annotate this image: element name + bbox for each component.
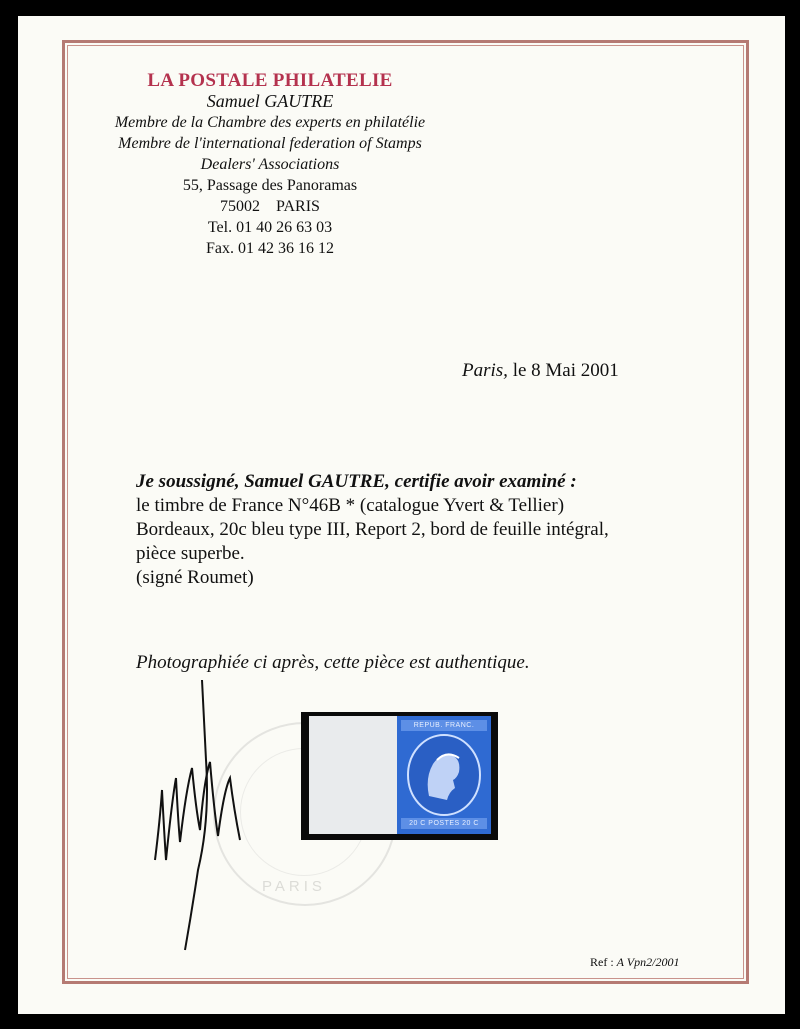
address: 55, Passage des Panoramas	[182, 177, 358, 194]
stamp-photo	[301, 712, 498, 840]
date-value: le 8 Mai 2001	[507, 360, 619, 381]
date-place: Paris,	[462, 360, 508, 381]
ref-label: Ref :	[590, 955, 617, 969]
letterhead	[80, 70, 460, 259]
stamp-top-text: REPUB. FRANC.	[401, 720, 487, 731]
brand-title: LA POSTALE PHILATELIE	[147, 70, 393, 91]
expert-name: Samuel GAUTRE	[206, 91, 334, 111]
stamp-bottom-text: 20 C POSTES 20 C	[401, 818, 487, 829]
city: 75002 PARIS	[220, 198, 320, 215]
membership-3: Dealers' Associations	[200, 156, 340, 173]
membership-1: Membre de la Chambre des experts en philatélie	[114, 114, 426, 131]
membership-2: Membre de l'international federation of Stamps	[118, 135, 422, 152]
body-line-2: Bordeaux, 20c bleu type III, Report 2, bord de feuille intégral,	[136, 519, 609, 540]
body-line-1: le timbre de France N°46B * (catalogue Yvert & Tellier)	[136, 495, 565, 516]
certificate-body	[136, 470, 609, 590]
ceres-head-icon	[397, 716, 491, 834]
stamp-image	[397, 716, 491, 834]
authenticity-statement: Photographiée ci après, cette pièce est authentique.	[136, 652, 530, 673]
reference	[590, 955, 679, 970]
sheet-margin	[309, 716, 399, 834]
certificate-date	[462, 360, 619, 382]
body-lead: Je soussigné, Samuel GAUTRE, certifie avoir examiné :	[136, 471, 577, 492]
seal-text: PARIS	[262, 878, 326, 895]
body-line-3: pièce superbe.	[136, 543, 245, 564]
fax: Fax. 01 42 36 16 12	[206, 240, 334, 257]
ref-value: A Vpn2/2001	[616, 955, 680, 969]
signature-icon	[140, 670, 250, 960]
body-line-4: (signé Roumet)	[136, 567, 254, 588]
telephone: Tel. 01 40 26 63 03	[207, 219, 333, 236]
